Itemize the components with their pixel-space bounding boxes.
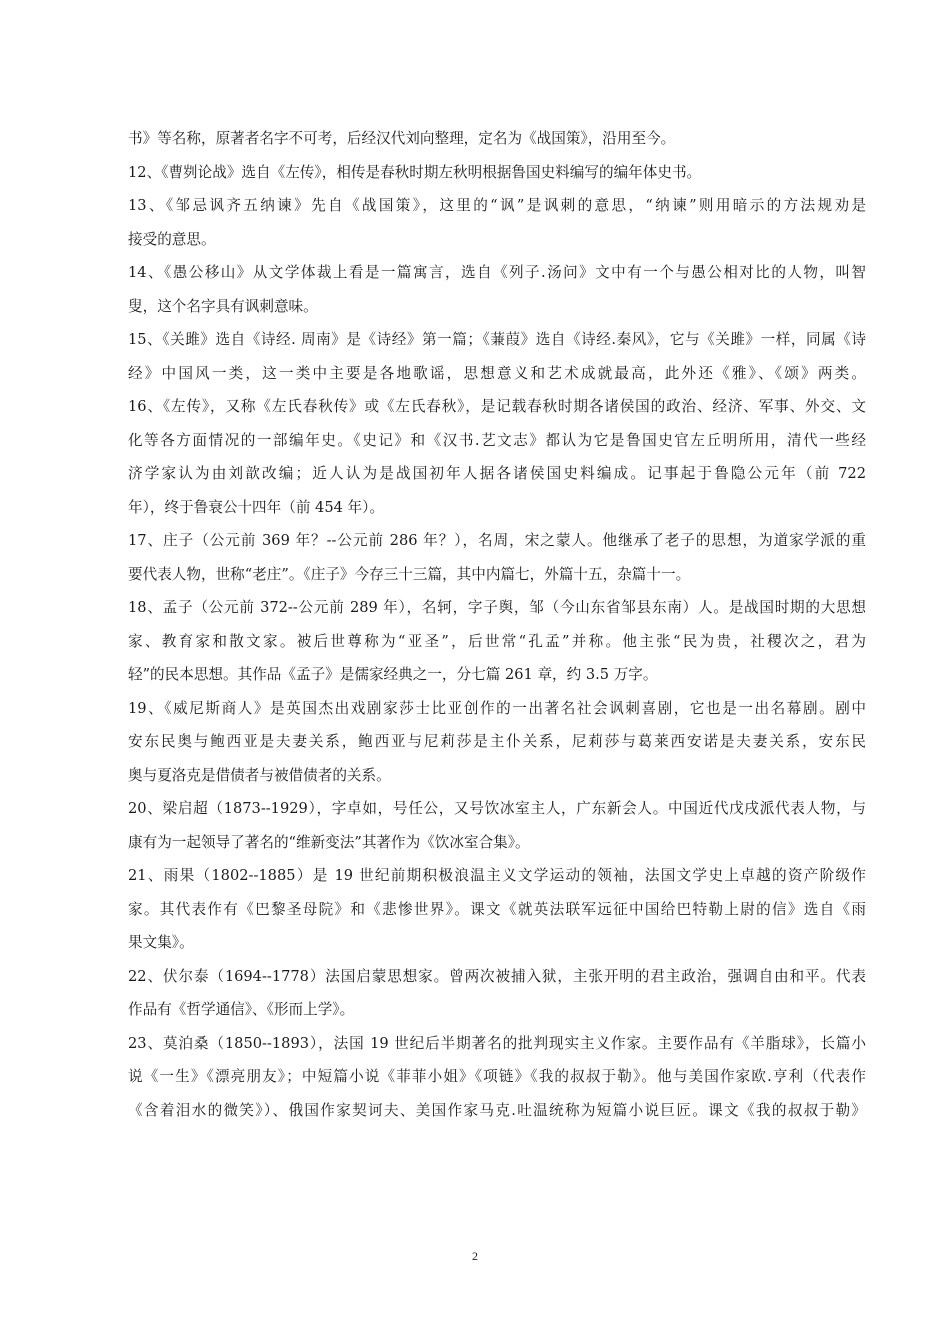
text-line: 18、孟子（公元前 372--公元前 289 年），名轲，字子舆，邹（今山东省邹县东南）人。是战国时期的大思想: [128, 599, 866, 616]
text-line: 21、雨果（1802--1885）是 19 世纪前期积极浪温主义文学运动的领袖，法国文学史上卓越的资产阶级作: [128, 867, 866, 884]
text-line: 《含着泪水的微笑》）、俄国作家契诃夫、美国作家马克.吐温统称为短篇小说巨匠。课文《我的叔叔于勒》: [128, 1101, 866, 1119]
text-line: 16、《左传》，又称《左氏春秋传》或《左氏春秋》，是记载春秋时期各诸侯国的政治、经济、军事、外交、文: [128, 398, 866, 415]
text-line: 要代表人物，世称“老庄”。《庄子》今存三十三篇，其中内篇七，外篇十五，杂篇十一。: [128, 565, 691, 583]
text-line: 轻”的民本思想。其作品《孟子》是儒家经典之一，分七篇 261 章，约 3.5 万字。: [128, 666, 658, 683]
text-line: 12、《曹刿论战》选自《左传》，相传是春秋时期左秋明根据鲁国史料编写的编年体史书。: [128, 163, 702, 181]
text-line: 济学家认为由刘歆改编；近人认为是战国初年人据各诸侯国史料编成。记事起于鲁隐公元年（前 722: [128, 465, 866, 482]
text-line: 说《一生》《漂亮朋友》；中短篇小说《菲菲小姐》《项链》《我的叔叔于勒》。他与美国作家欧.亨利（代表作: [128, 1068, 866, 1085]
text-line: 23、莫泊桑（1850--1893），法国 19 世纪后半期著名的批判现实主义作家。主要作品有《羊脂球》，长篇小: [128, 1034, 866, 1052]
text-line: 17、庄子（公元前 369 年？--公元前 286 年？），名周，宋之蒙人。他继承了老子的思想，为道家学派的重: [128, 532, 866, 549]
page-number: 2: [472, 1249, 478, 1263]
text-line: 接受的意思。: [128, 230, 216, 248]
text-line: 奥与夏洛克是借债者与被借债者的关系。: [128, 766, 391, 784]
text-line: 安东民奥与鲍西亚是夫妻关系，鲍西亚与尼莉莎是主仆关系，尼莉莎与葛莱西安诺是夫妻关系，安东民: [128, 733, 866, 750]
text-line: 化等各方面情况的一部编年史。《史记》和《汉书.艺文志》都认为它是鲁国史官左丘明所用，清代一些经: [128, 431, 866, 449]
text-line: 经》中国风一类，这一类中主要是各地歌谣，思想意义和艺术成就最高，此外还《雅》、《颂》两类。: [128, 364, 866, 382]
text-line: 22、伏尔泰（1694--1778）法国启蒙思想家。曾两次被捕入狱，主张开明的君主政治，强调自由和平。代表: [128, 967, 866, 985]
text-line: 书》等名称，原著者名字不可考，后经汉代刘向整理，定名为《战国策》，沿用至今。: [128, 130, 676, 147]
text-line: 家。其代表作有《巴黎圣母院》和《悲惨世界》。课文《就英法联军远征中国给巴特勒上尉的信》选自《雨: [128, 900, 866, 918]
text-line: 果文集》。: [128, 934, 194, 951]
text-line: 叟，这个名字具有讽刺意味。: [128, 297, 318, 315]
text-line: 15、《关雎》选自《诗经. 周南》是《诗经》第一篇；《蒹葭》选自《诗经.秦风》，它与《关雎》一样，同属《诗: [128, 331, 866, 348]
text-line: 13、《邹忌讽齐五纳谏》先自《战国策》，这里的“讽”是讽刺的意思，“纳谏”则用暗示的方法规劝是: [128, 197, 866, 214]
text-line: 作品有《哲学通信》、《形而上学》。: [128, 1001, 355, 1018]
document-body: [128, 122, 866, 1127]
text-line: 19、《威尼斯商人》是英国杰出戏剧家莎士比亚创作的一出著名社会讽刺喜剧，它也是一出名幕剧。剧中: [128, 699, 866, 717]
text-line: 家、教育家和散文家。被后世尊称为“亚圣”，后世常“孔孟”并称。他主张“民为贵，社稷次之，君为: [128, 632, 866, 650]
text-line: 康有为一起领导了著名的“维新变法”其著作为《饮冰室合集》。: [128, 833, 530, 851]
text-line: 20、梁启超（1873--1929），字卓如，号任公，又号饮冰室主人，广东新会人。中国近代戊戌派代表人物，与: [128, 800, 866, 817]
text-line: 14、《愚公移山》从文学体裁上看是一篇寓言，选自《列子.汤问》文中有一个与愚公相对比的人物，叫智: [128, 264, 866, 281]
text-line: 年），终于鲁衰公十四年（前 454 年）。: [128, 498, 385, 516]
